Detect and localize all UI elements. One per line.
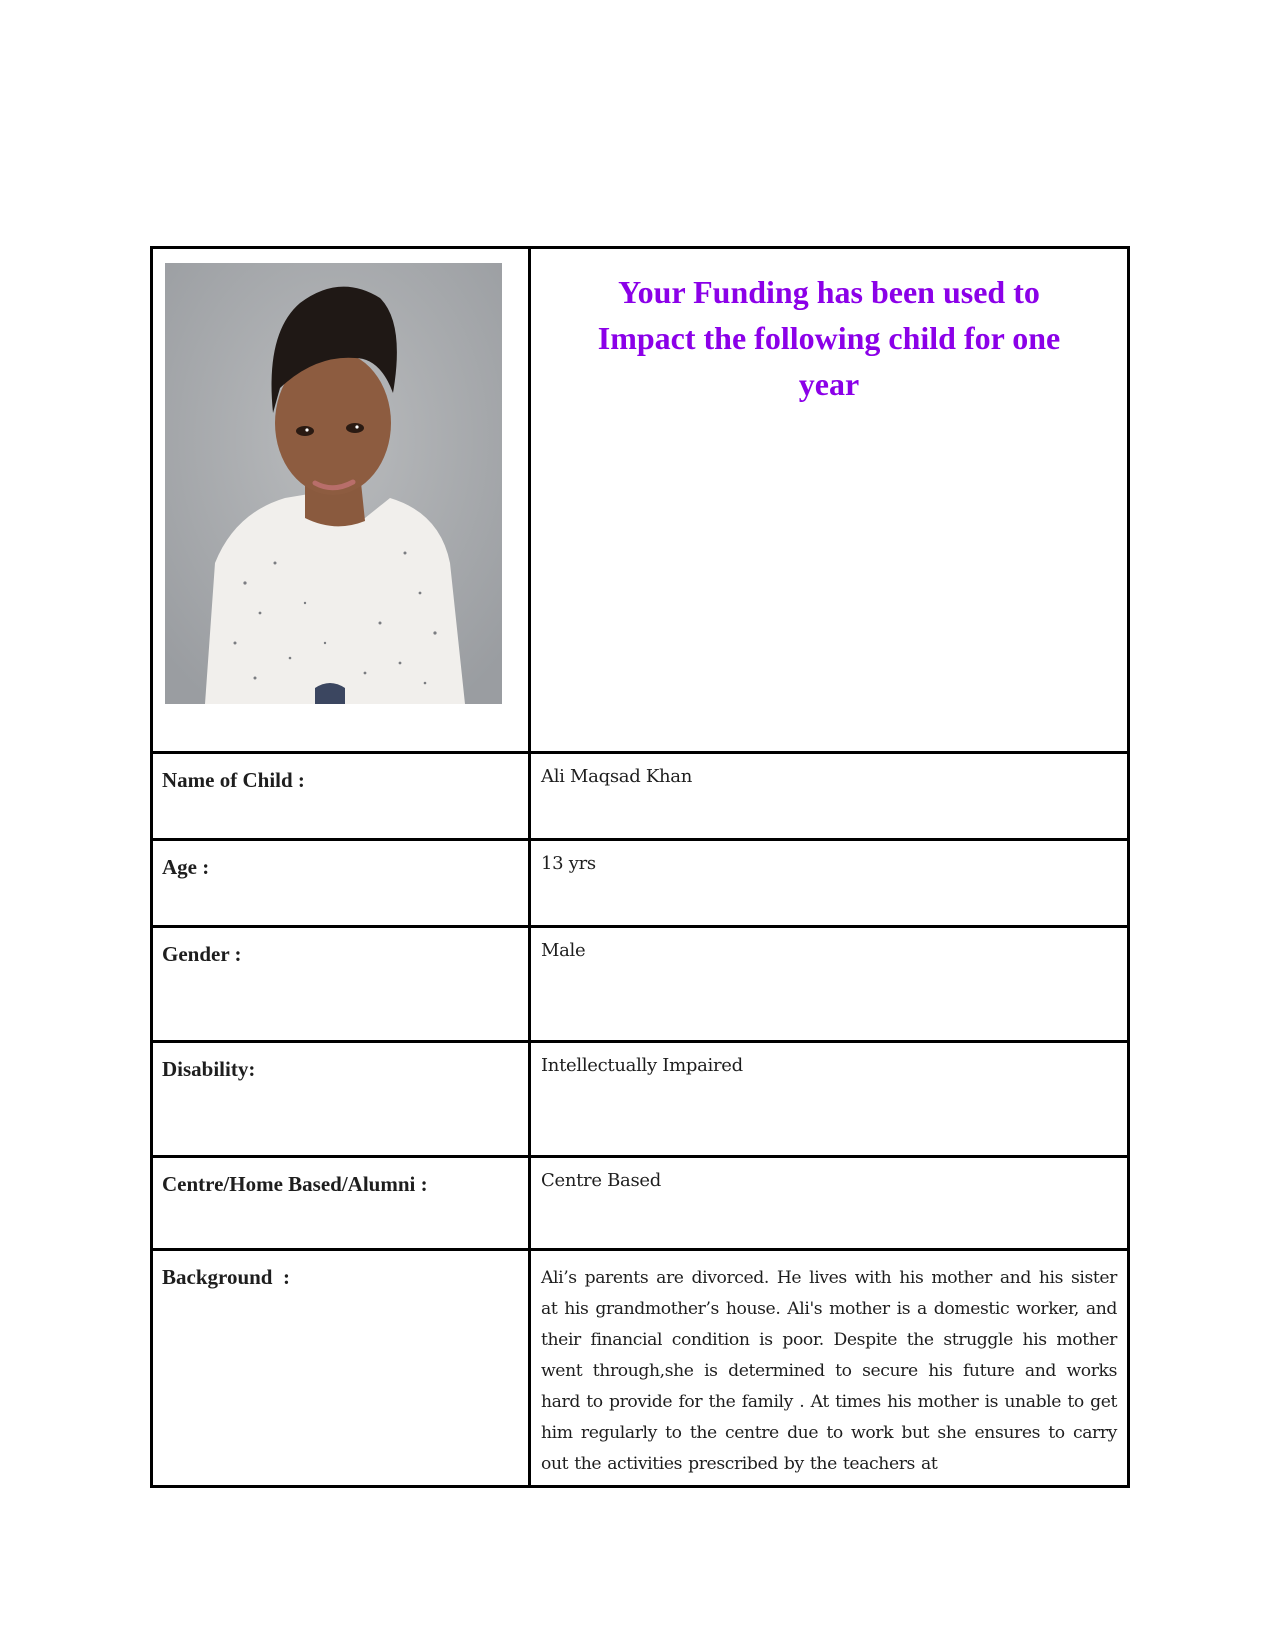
title-line-1: Your Funding has been used to [618, 274, 1040, 310]
value-name: Ali Maqsad Khan [541, 766, 692, 787]
value-age: 13 yrs [541, 853, 596, 874]
label-background: Background : [162, 1265, 290, 1289]
label-name: Name of Child : [162, 768, 305, 792]
value-disability: Intellectually Impaired [541, 1055, 743, 1076]
value-background: Ali’s parents are divorced. He lives with his mother and his sister at his grandmother’s house. Ali's mother is a domestic worker, and their financial condition is poor. Despite the struggle his mother went through,she is determined to secure his future and works hard to provide for the family . At times his mother is unable to get him regularly to the centre due to work but she ensures to carry out the activities prescribed by the teachers at [541, 1268, 1117, 1474]
label-centre-type: Centre/Home Based/Alumni : [162, 1172, 428, 1196]
label-gender: Gender : [162, 942, 242, 966]
row-name [152, 753, 1129, 840]
row-centre-type [152, 1157, 1129, 1250]
label-disability: Disability: [162, 1057, 256, 1081]
value-centre-type: Centre Based [541, 1170, 662, 1191]
title-line-3: year [798, 366, 860, 402]
child-photo [165, 263, 502, 704]
row-gender [152, 927, 1129, 1042]
photo-cell [152, 248, 530, 753]
title-line-2: Impact the following child for one [597, 320, 1061, 356]
child-photo-illustration [165, 263, 502, 704]
row-background [152, 1250, 1129, 1487]
header-row [152, 248, 1129, 753]
row-disability [152, 1042, 1129, 1157]
value-gender: Male [541, 940, 586, 961]
page-title [551, 269, 1107, 407]
child-profile-table [150, 246, 1130, 1488]
title-cell [530, 248, 1129, 753]
label-age: Age : [162, 855, 210, 879]
row-age [152, 840, 1129, 927]
